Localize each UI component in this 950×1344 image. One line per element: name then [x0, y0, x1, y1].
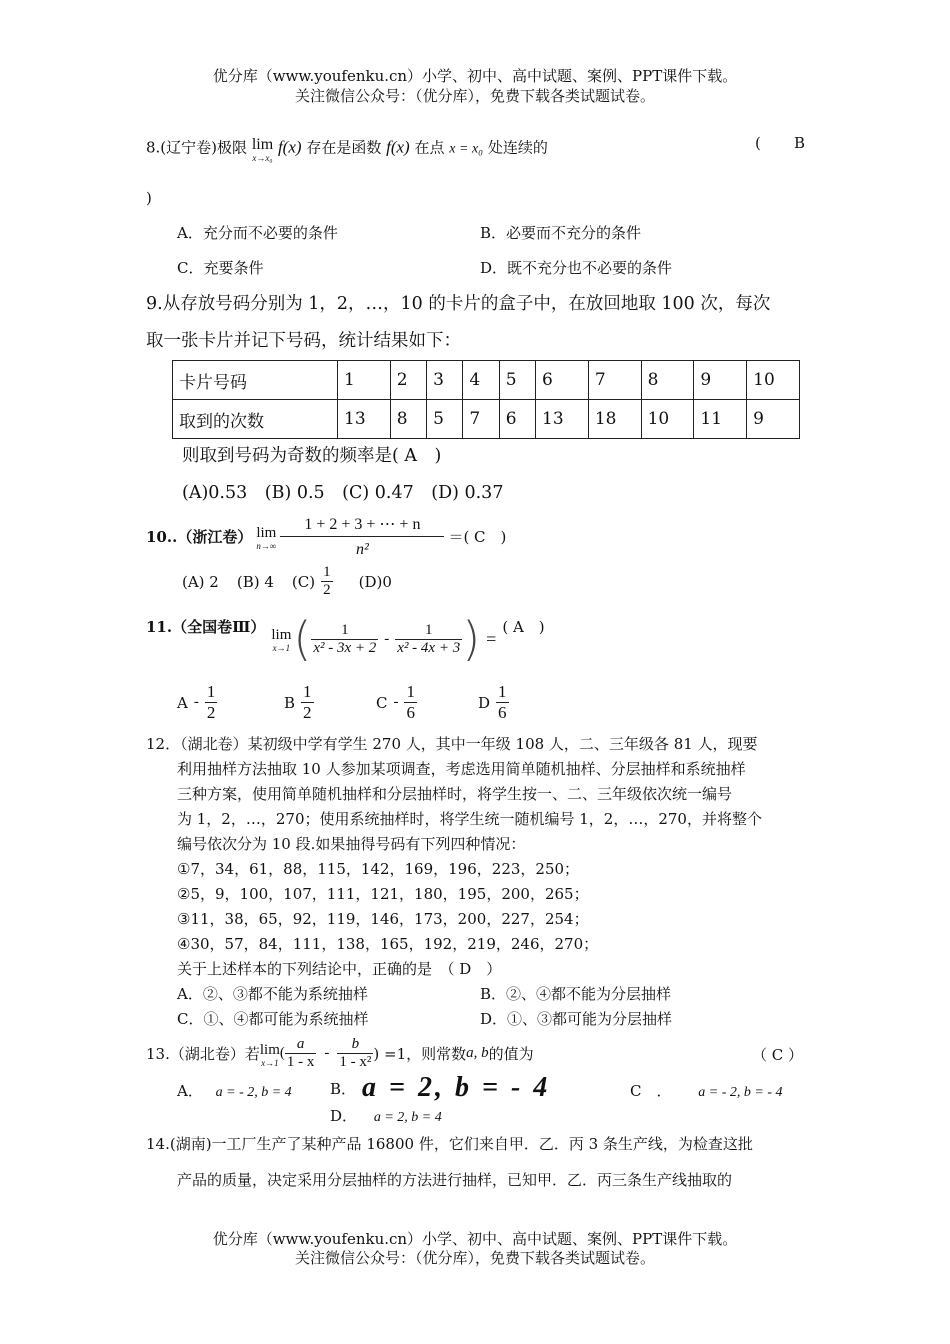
q13-option-b: B． a = 2, b = - 4 [330, 1072, 551, 1103]
q10-option-c-fraction: $\frac{1}{2}$ [323, 564, 331, 598]
table-cell: 3 [427, 361, 463, 400]
question-13: 13.（湖北卷）若 lim x→1 ( $\frac{a}{1 - x}$ - $\frac{b}{\text{1 - x²}}$ ) =1，则常数 a, b 的值为 [146, 1036, 534, 1070]
q8-limit: lim x→x₀ [251, 136, 274, 163]
q8-answer: B [794, 134, 806, 152]
page-footer-line-2: 关注微信公众号：（优分库），免费下载各类试题试卷。 [294, 1249, 655, 1267]
table-cell: 6 [536, 361, 589, 400]
q14-line-2: 产品的质量，决定采用分层抽样的方法进行抽样，已知甲．乙．丙三条生产线抽取的 [177, 1171, 733, 1189]
q10-option-a: (A) 2 [182, 572, 219, 591]
table-cell: 1 [338, 361, 391, 400]
q8-prefix: 8.(辽宁卷)极限 [146, 138, 248, 157]
q11-option-d: D $\frac{1}{6}$ [478, 682, 507, 722]
table-cell: 9 [694, 361, 747, 400]
q11-fraction-2: $\frac{1}{\text{x² - 4x + 3}}$ [397, 621, 461, 656]
q12-line-1: 12．（湖北卷）某初级中学有学生 270 人，其中一年级 108 人，二、三年级各 81 人，现要 [146, 735, 758, 753]
q13-answer: （ C ） [752, 1046, 804, 1064]
page-footer-line-1: 优分库（www.youfenku.cn）小学、初中、高中试题、案例、PPT课件下载。 [212, 1230, 738, 1248]
q12-line-5: 编号依次分为 10 段.如果抽得号码有下列四种情况： [177, 835, 526, 853]
q12-line-4: 为 1，2，…，270；使用系统抽样时，将学生统一随机编号 1，2，…，270，并将整个 [177, 810, 762, 828]
table-row-label: 卡片号码 [173, 361, 338, 400]
q11-option-c: C - $\frac{1}{6}$ [376, 682, 415, 722]
q12-option-d: D．①、③都可能为分层抽样 [480, 1010, 673, 1028]
left-paren-icon: ( [293, 612, 312, 666]
table-cell: 2 [390, 361, 426, 400]
q12-sample-2: ②5，9，100，107，111，121，180，195，200，265； [177, 885, 589, 903]
q12-option-a: A．②、③都不能为系统抽样 [177, 985, 368, 1003]
q12-sample-4: ④30，57，84，111，138，165，192，219，246，270； [177, 935, 599, 953]
q13-fraction-2: $\frac{b}{\text{1 - x²}}$ [339, 1036, 372, 1070]
q8-answer-paren-close: ) [146, 189, 152, 207]
table-cell: 7 [588, 361, 641, 400]
question-8: 8.(辽宁卷)极限 lim x→x₀ f(x) 存在是函数 f(x) 在点 x = x₀ 处连续的 [146, 136, 548, 163]
q13-option-a: A． a = - 2, b = 4 [177, 1082, 292, 1100]
table-cell: 9 [747, 400, 800, 439]
table-cell: 10 [747, 361, 800, 400]
page-header-line-1: 优分库（www.youfenku.cn）小学、初中、高中试题、案例、PPT课件下载。 [212, 67, 738, 85]
q13-option-c: C ． a = - 2, b = - 4 [630, 1082, 783, 1100]
q12-sample-3: ③11，38，65，92，119，146，173，200，227，254； [177, 910, 589, 928]
q10-option-d: (D)0 [358, 572, 392, 591]
q9-options: (A)0.53 (B) 0.5 (C) 0.47 (D) 0.37 [182, 483, 504, 503]
q10-option-b: (B) 4 [236, 572, 274, 591]
q8-option-b: B．必要而不充分的条件 [480, 224, 642, 242]
q11-limit: lim x→1 [271, 627, 292, 653]
table-row [173, 361, 800, 400]
q10-fraction: $\frac{1 + 2 + 3 + \cdots + n}{\text{n²}}$ [280, 512, 444, 561]
q9-line-2: 取一张卡片并记下号码，统计结果如下： [146, 331, 461, 351]
table-cell: 10 [641, 400, 694, 439]
table-cell: 6 [499, 400, 535, 439]
q12-line-3: 三种方案，使用简单随机抽样和分层抽样时，将学生按一、二、三年级依次统一编号 [177, 785, 733, 803]
q11-option-a: A - $\frac{1}{2}$ [177, 682, 216, 722]
q12-option-b: B．②、④都不能为分层抽样 [480, 985, 672, 1003]
table-cell: 7 [463, 400, 499, 439]
table-cell: 13 [338, 400, 391, 439]
q9-data-table [172, 360, 800, 439]
q8-option-c: C．充要条件 [177, 259, 264, 277]
q11-option-b: B $\frac{1}{2}$ [284, 682, 312, 722]
q13-prefix: 13.（湖北卷）若 [146, 1045, 260, 1063]
table-cell: 5 [499, 361, 535, 400]
q10-prefix: 10..（浙江卷） [146, 528, 253, 546]
right-paren-icon: ) [462, 612, 481, 666]
table-cell: 11 [694, 400, 747, 439]
q12-sample-1: ①7，34，61，88，115，142，169，196，223，250； [177, 860, 580, 878]
q8-option-d: D．既不充分也不必要的条件 [480, 259, 673, 277]
table-row-label: 取到的次数 [173, 400, 338, 439]
q10-option-c: (C) [291, 572, 316, 591]
q10-limit: lim n→∞ [256, 524, 277, 551]
q12-option-c: C．①、④都可能为系统抽样 [177, 1010, 369, 1028]
q13-fraction-1: $\frac{a}{1 - x}$ [286, 1036, 315, 1070]
table-cell: 18 [588, 400, 641, 439]
table-cell: 8 [390, 400, 426, 439]
q8-answer-paren-open: ( [755, 134, 761, 152]
q13-limit: lim x→1 [259, 1041, 280, 1068]
table-cell: 5 [427, 400, 463, 439]
question-11: 11.（全国卷Ⅲ） lim x→1 ( $\frac{1}{\text{x² - 3x + 2}}$ - $\frac{1}{\text{x² - 4x + 3}}$ ) = ( A ) [146, 612, 545, 666]
table-row [173, 400, 800, 439]
q10-options [182, 564, 392, 599]
question-10: 10..（浙江卷） lim n→∞ $\frac{1 + 2 + 3 + \cdots + n}{\text{n²}}$ ＝( C ) [146, 512, 506, 561]
q9-line-1: 9.从存放号码分别为 1，2，…，10 的卡片的盒子中，在放回地取 100 次，每次 [146, 294, 771, 314]
table-cell: 4 [463, 361, 499, 400]
q12-question: 关于上述样本的下列结论中，正确的是 （ D ） [177, 960, 502, 978]
q12-line-2: 利用抽样方法抽取 10 人参加某项调查，考虑选用简单随机抽样、分层抽样和系统抽样 [177, 760, 746, 778]
q8-option-a: A．充分而不必要的条件 [177, 224, 338, 242]
table-cell: 8 [641, 361, 694, 400]
q11-answer: ( A ) [502, 618, 545, 636]
page-header-line-2: 关注微信公众号：（优分库），免费下载各类试题试卷。 [294, 87, 655, 105]
q11-fraction-1: $\frac{1}{\text{x² - 3x + 2}}$ [313, 621, 377, 656]
q9-question: 则取到号码为奇数的频率是( A ) [182, 446, 442, 466]
q13-option-d: D． a = 2, b = 4 [330, 1107, 442, 1125]
q11-prefix: 11.（全国卷Ⅲ） [146, 618, 266, 636]
table-cell: 13 [536, 400, 589, 439]
q14-line-1: 14.(湖南)一工厂生产了某种产品 16800 件，它们来自甲．乙．丙 3 条生产线，为检查这批 [146, 1135, 753, 1153]
